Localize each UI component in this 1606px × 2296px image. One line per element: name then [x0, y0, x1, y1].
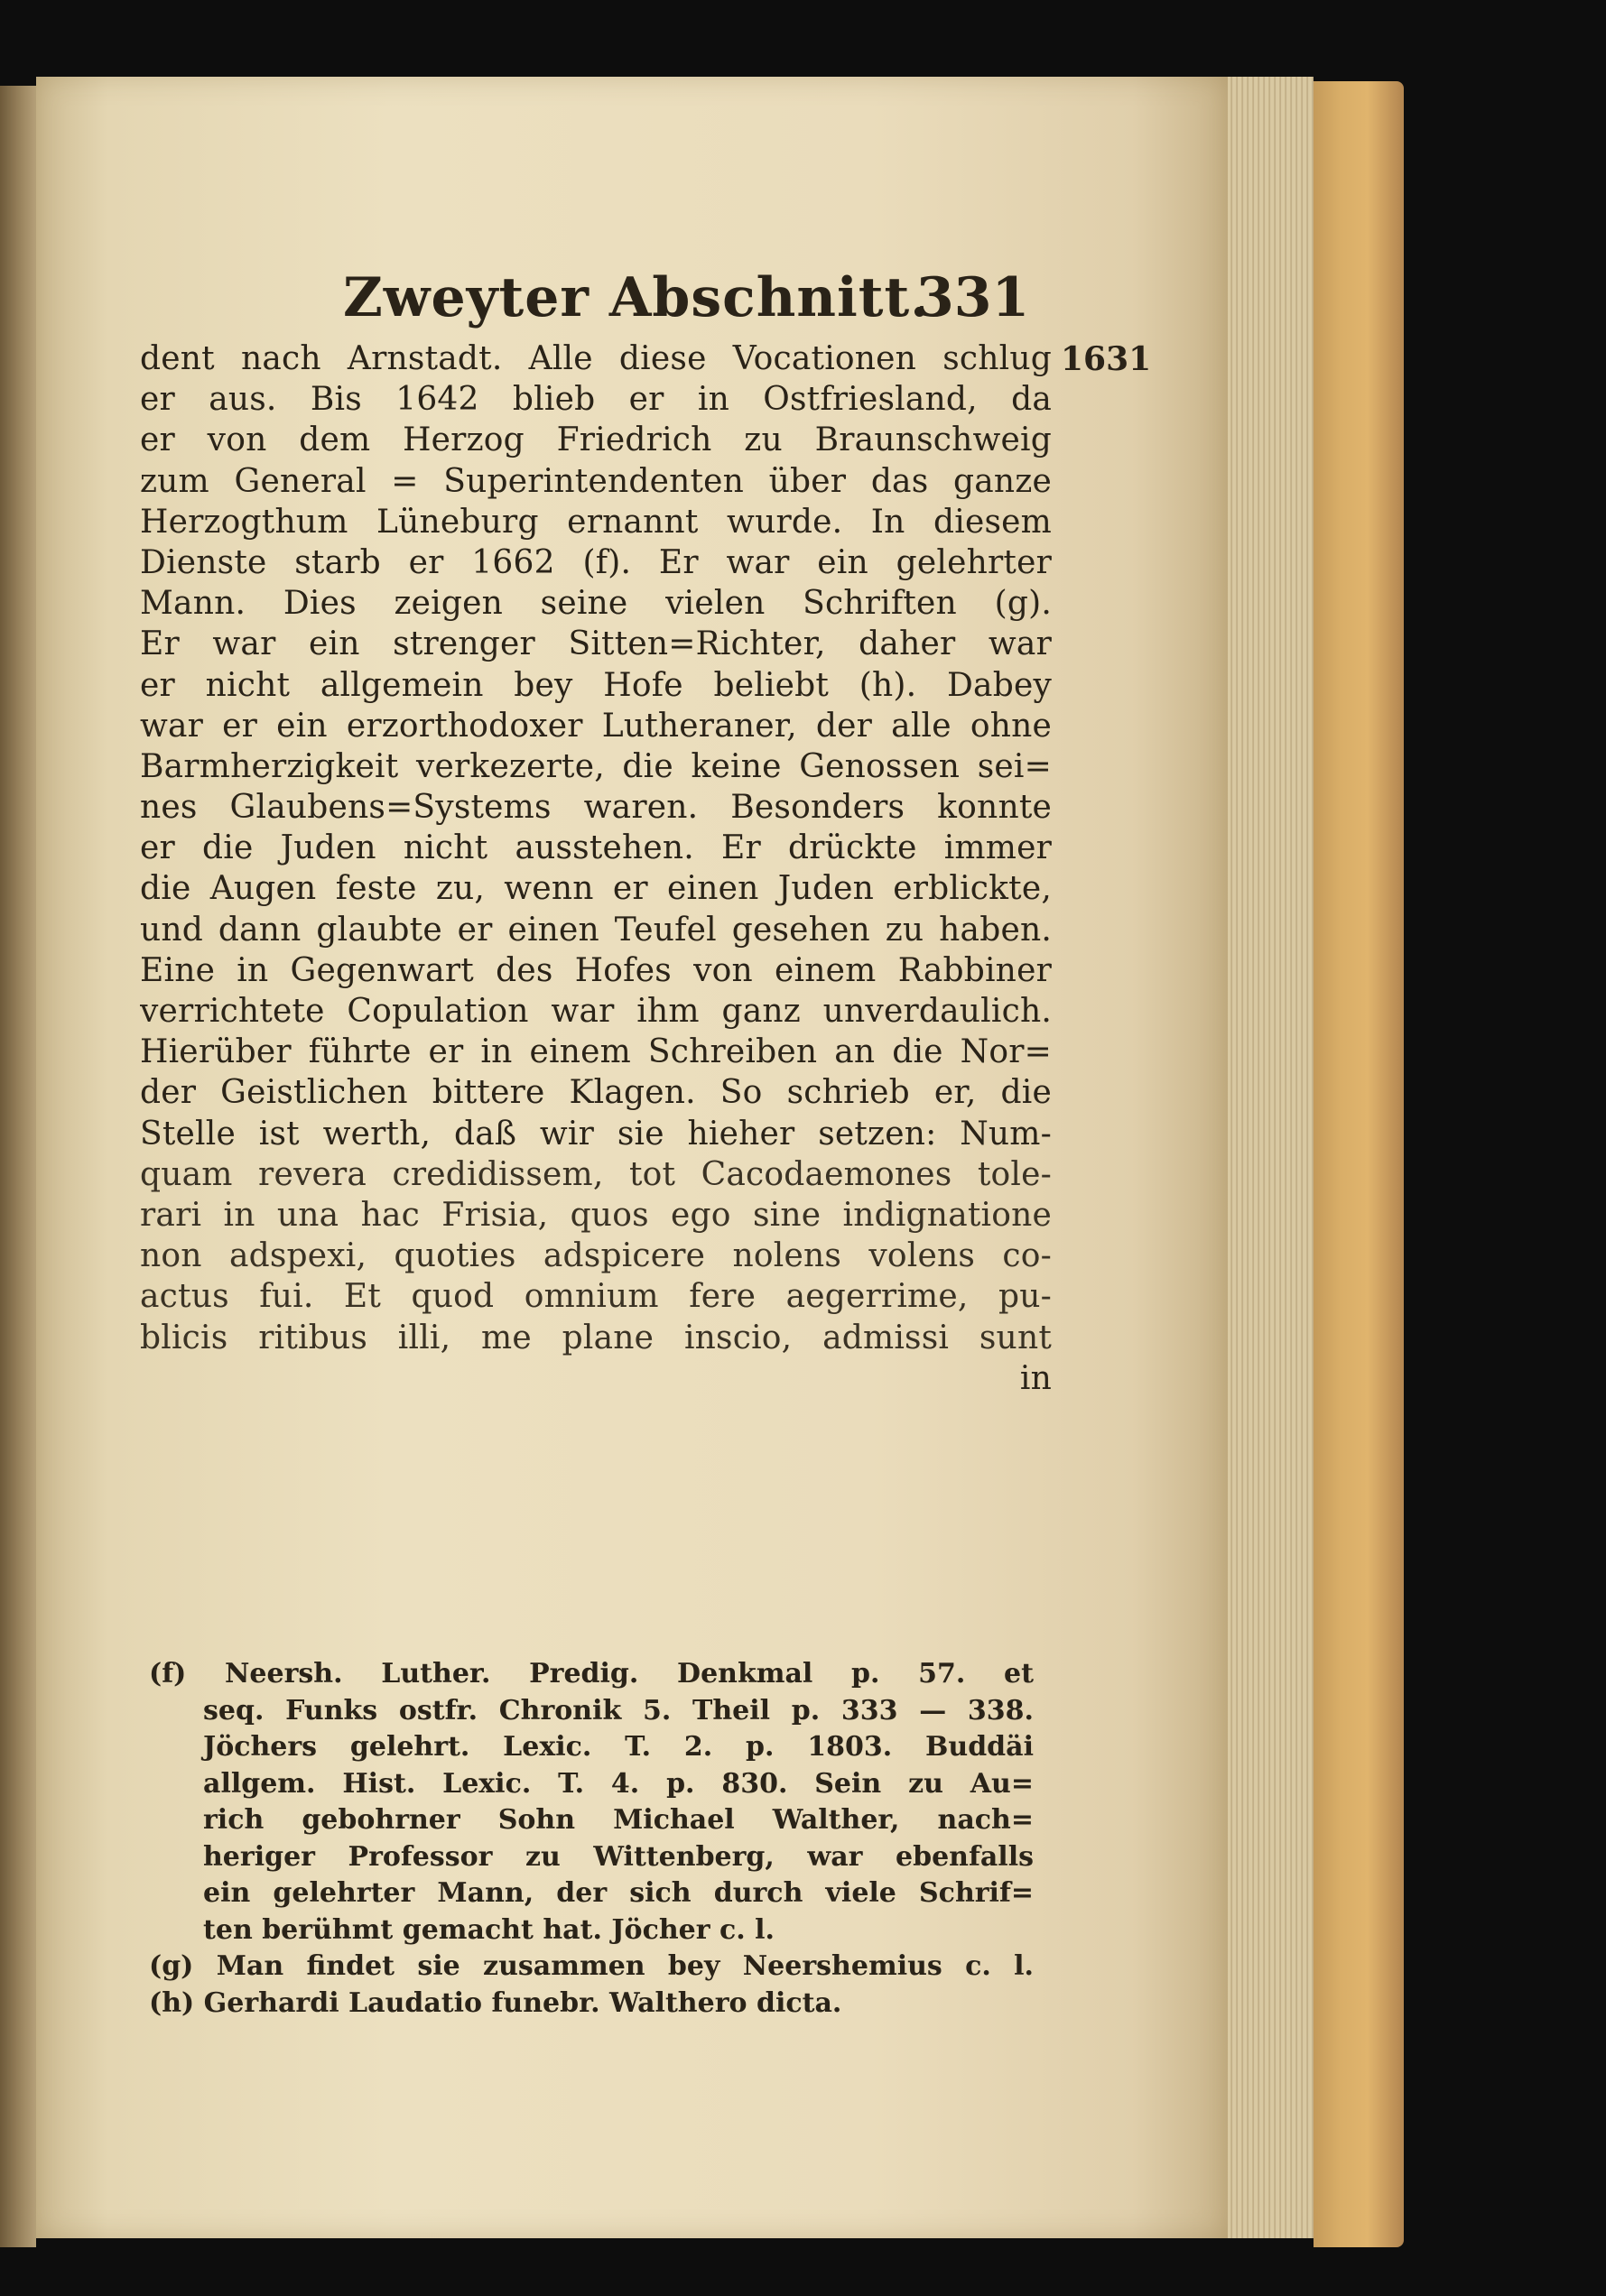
text-line: er aus. Bis 1642 blieb er in Ostfriesland, da: [140, 381, 1052, 419]
footnote-line: ein gelehrter Mann, der sich durch viele Schrif=: [203, 1877, 1034, 1909]
text-line: er nicht allgemein bey Hofe beliebt (h). Dabey: [140, 666, 1052, 704]
text-line: er die Juden nicht ausstehen. Er drückte immer: [140, 829, 1052, 867]
text-line: Herzogthum Lüneburg ernannt wurde. In diesem: [140, 503, 1052, 541]
latin-text-line: non adspexi, quoties adspicere nolens volens co-: [140, 1237, 1052, 1275]
text-line: dent nach Arnstadt. Alle diese Vocationen schlug: [140, 340, 1052, 377]
text-line: zum General = Superintendenten über das ganze: [140, 462, 1052, 500]
text-line: Stelle ist werth, daß wir sie hieher setzen: Num-: [140, 1115, 1052, 1153]
latin-text-line: actus fui. Et quod omnium fere aegerrime, pu-: [140, 1278, 1052, 1316]
text-line: Dienste starb er 1662 (f). Er war ein gelehrter: [140, 543, 1052, 581]
text-line: Eine in Gegenwart des Hofes von einem Rabbiner: [140, 951, 1052, 989]
latin-text-line: quam revera credidissem, tot Cacodaemones tole-: [140, 1155, 1052, 1193]
text-line: er von dem Herzog Friedrich zu Braunschweig: [140, 421, 1052, 459]
footnote-line: (g) Man findet sie zusammen bey Neershemius c. l.: [149, 1950, 1034, 1982]
footnote-line: allgem. Hist. Lexic. T. 4. p. 830. Sein zu Au=: [203, 1767, 1034, 1800]
text-line: und dann glaubte er einen Teufel gesehen zu haben.: [140, 911, 1052, 949]
footnote-line: Jöchers gelehrt. Lexic. T. 2. p. 1803. Buddäi: [203, 1731, 1034, 1763]
text-line: verrichtete Copulation war ihm ganz unverdaulich.: [140, 993, 1052, 1030]
footnote-line: (h) Gerhardi Laudatio funebr. Walthero dicta.: [149, 1986, 842, 2019]
catchword: in: [1019, 1359, 1052, 1397]
page-number: 331: [916, 266, 1030, 329]
latin-text-line: rari in una hac Frisia, quos ego sine indignatione: [140, 1196, 1052, 1234]
running-title: Zweyter Abschnitt.: [343, 266, 931, 329]
margin-year-note: 1631: [1061, 340, 1152, 378]
running-head: [140, 266, 1052, 338]
text-line: Barmherzigkeit verkezerte, die keine Genossen sei=: [140, 747, 1052, 785]
facing-page-edge: [0, 86, 36, 2247]
book-page: [36, 77, 1228, 2238]
footnote-line: rich gebohrner Sohn Michael Walther, nach=: [203, 1804, 1034, 1836]
text-line: nes Glaubens=Systems waren. Besonders konnte: [140, 789, 1052, 827]
text-line: Er war ein strenger Sitten=Richter, daher war: [140, 625, 1052, 663]
footnote-line: ten berühmt gemacht hat. Jöcher c. l.: [203, 1913, 775, 1946]
text-line: war er ein erzorthodoxer Lutheraner, der alle ohne: [140, 707, 1052, 745]
page-edges-stack: [1228, 77, 1314, 2238]
footnote-line: seq. Funks ostfr. Chronik 5. Theil p. 333 — 338.: [203, 1694, 1034, 1727]
footnote-line: heriger Professor zu Wittenberg, war ebenfalls: [203, 1840, 1034, 1873]
book-cover: [1314, 81, 1404, 2247]
text-line: Hierüber führte er in einem Schreiben an die Nor=: [140, 1033, 1052, 1071]
latin-text-line: blicis ritibus illi, me plane inscio, admissi sunt: [140, 1319, 1052, 1356]
body-text: [140, 338, 1052, 1399]
footnotes: [149, 1656, 1034, 2022]
text-line: Mann. Dies zeigen seine vielen Schriften (g).: [140, 585, 1052, 623]
footnote-line: (f) Neersh. Luther. Predig. Denkmal p. 57. et: [149, 1658, 1034, 1690]
text-line: die Augen feste zu, wenn er einen Juden erblickte,: [140, 870, 1052, 908]
text-line: der Geistlichen bittere Klagen. So schrieb er, die: [140, 1074, 1052, 1112]
